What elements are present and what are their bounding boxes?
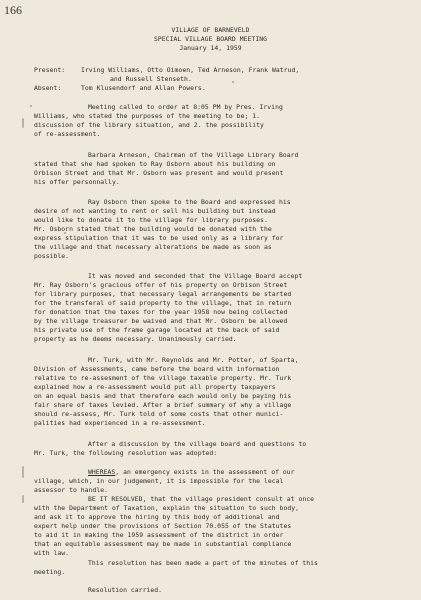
paragraph-line: palities had experienced in a re-assessment.	[34, 419, 206, 427]
present-line-1: Irving Williams, Otto Oimoen, Ted Arneson, Frank Watrud,	[81, 66, 300, 74]
margin-mark	[22, 466, 24, 478]
paragraph-line: of re-assessment.	[34, 130, 101, 138]
paragraph-line: would like to donate it to the village for library purposes.	[34, 216, 268, 224]
resolution-line: village, which, in our judgement, it is impossible for the lecal	[34, 477, 284, 485]
resolution-line: and ask it to approve the hiring by this body of additional and	[34, 513, 280, 521]
resolution-line: with law.	[34, 549, 70, 557]
page-number: 166	[4, 3, 22, 17]
paragraph-line: explained how a re-assessment would put all property taxpayers	[34, 383, 276, 391]
absent-value: Tom Klusendorf and Allan Powers.	[81, 84, 206, 92]
paragraph-line: for library purposes, that necessary legal arrangements be started	[34, 290, 292, 298]
paragraph-line: Williams, who stated the purposes of the meeting to be; 1.	[34, 112, 261, 120]
paragraph-line: for donation that the taxes for the year 1958 now being collected	[34, 308, 288, 316]
resolution-line: to aid it in making the 1959 assessment of the district in order	[34, 531, 284, 539]
paragraph-line: discussion of the library situation, and 2. the possibility	[34, 121, 264, 129]
paragraph-line: should re-assess, Mr. Turk told of some costs that other munici-	[34, 410, 284, 418]
resolution-line: expert help under the provisions of Section 70.055 of the Statutes	[34, 522, 292, 530]
absent-label: Absent:	[34, 84, 62, 92]
resolution-line: BE IT RESOLVED, that the village president consult at once	[88, 495, 315, 503]
paragraph-line: desire of not wanting to rent or sell his building but instead	[34, 207, 276, 215]
present-line-2: and Russell Stenseth.	[110, 75, 192, 83]
paragraph-line: It was moved and seconded that the Village Board accept	[88, 272, 303, 280]
resolution-line: meeting.	[34, 568, 66, 576]
header-date: January 14, 1959	[179, 44, 242, 52]
paragraph-line: Orbison Street and that Mr. Osborn was present and would present	[34, 169, 284, 177]
resolution-carried: Resolution carried.	[88, 586, 163, 594]
paragraph-line: Mr. Osborn stated that the building would be donated with the	[34, 225, 272, 233]
whereas-text: , an emergency exists in the assessment of our	[115, 468, 295, 476]
resolution-line: that an equitable assessment may be made in substantial compliance	[34, 540, 292, 548]
paragraph-line: his private use of the frame garage located at the back of said	[34, 326, 280, 334]
present-label: Present:	[34, 66, 66, 74]
paragraph-line: on an equal basis and that therefore each would only be paying his	[34, 392, 292, 400]
paragraph-line: Mr. Ray Osborn's gracious offer of his property on Orbison Street	[34, 281, 288, 289]
paragraph-line: stated that she had spoken to Ray Osborn about his building on	[34, 160, 276, 168]
paragraph-line: Mr. Turk, the following resolution was adopted:	[34, 449, 218, 457]
resolution-line: assessor to handle.	[34, 486, 109, 494]
paragraph-line: property as he deems necessary. Unanimously carried.	[34, 335, 237, 343]
paragraph-line: Ray Osborn then spoke to the Board and expressed his	[88, 198, 291, 206]
paragraph-line: Meeting called to order at 8:05 PM by Pres. Irving	[88, 103, 283, 111]
paragraph-line: by the village treasurer be waived and that Mr. Osborn be allowed	[34, 317, 288, 325]
paragraph-line: for the transferal of said property to the village, that in return	[34, 299, 292, 307]
paragraph-line: fair share of taxes levied. After a brief summary of why a village	[34, 401, 292, 409]
paragraph-line: Division of Assessments, came before the board with information	[34, 365, 280, 373]
header-meeting-type: SPECIAL VILLAGE BOARD MEETING	[153, 35, 268, 43]
header-village: VILLAGE OF BARNEVELD	[171, 26, 250, 34]
whereas-keyword: WHEREAS	[88, 468, 116, 476]
paper-speck	[232, 81, 234, 83]
paragraph-line: relative to re-assesment of the village taxable property. Mr. Turk	[34, 374, 292, 382]
margin-mark	[22, 495, 24, 503]
paragraph-line: the village and that necessary alterations be made as soon as	[34, 243, 272, 251]
paper-speck	[30, 105, 32, 107]
paragraph-line: possible.	[34, 252, 70, 260]
paragraph-line: express stipulation that it was to be used only as a library for	[34, 234, 284, 242]
margin-mark	[22, 118, 24, 128]
paragraph-line: Mr. Turk, with Mr. Reynolds and Mr. Potter, of Sparta,	[88, 356, 299, 364]
resolution-line: with the Department of Taxation, explain the situation to such body,	[34, 504, 300, 512]
resolution-line: This resolution has been made a part of the minutes of this	[88, 559, 318, 567]
paragraph-line: Barbara Arneson, Chairman of the Village Library Board	[88, 151, 299, 159]
paragraph-line: his offer personnally.	[34, 178, 120, 186]
paragraph-line: After a discussion by the village board and questions to	[88, 440, 307, 448]
resolution-whereas-line	[88, 468, 295, 477]
